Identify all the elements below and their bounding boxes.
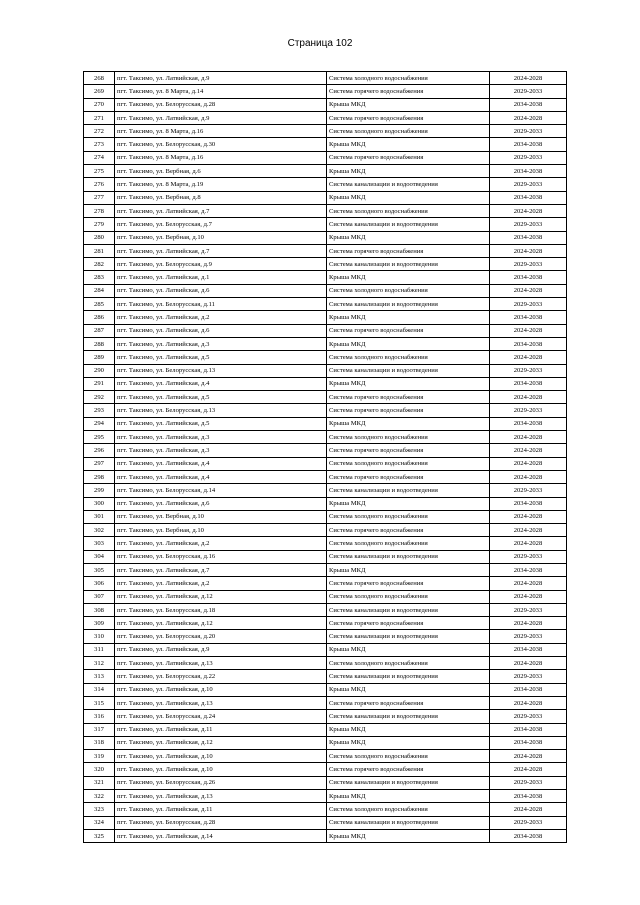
period-cell: 2024-2028 (490, 351, 567, 364)
system-cell: Система горячего водоснабжения (327, 151, 490, 164)
row-number-cell: 297 (84, 457, 115, 470)
system-cell: Крыша МКД (327, 790, 490, 803)
row-number-cell: 320 (84, 763, 115, 776)
address-cell: пгт. Таксимо, ул. Латвийская, д.2 (115, 311, 327, 324)
row-number-cell: 311 (84, 643, 115, 656)
system-cell: Система горячего водоснабжения (327, 763, 490, 776)
row-number-cell: 293 (84, 404, 115, 417)
table-row (84, 723, 567, 736)
system-cell: Крыша МКД (327, 563, 490, 576)
system-cell: Система горячего водоснабжения (327, 391, 490, 404)
row-number-cell: 306 (84, 577, 115, 590)
data-table (83, 71, 567, 843)
period-cell: 2024-2028 (490, 457, 567, 470)
address-cell: пгт. Таксимо, ул. Латвийская, д.13 (115, 696, 327, 709)
table-row (84, 577, 567, 590)
row-number-cell: 302 (84, 524, 115, 537)
period-cell: 2024-2028 (490, 444, 567, 457)
address-cell: пгт. Таксимо, ул. Латвийская, д.10 (115, 683, 327, 696)
system-cell: Крыша МКД (327, 723, 490, 736)
period-cell: 2024-2028 (490, 524, 567, 537)
address-cell: пгт. Таксимо, ул. Латвийская, д.9 (115, 643, 327, 656)
address-cell: пгт. Таксимо, ул. Латвийская, д.3 (115, 431, 327, 444)
table-row (84, 258, 567, 271)
system-cell: Крыша МКД (327, 683, 490, 696)
address-cell: пгт. Таксимо, ул. Латвийская, д.13 (115, 657, 327, 670)
row-number-cell: 298 (84, 470, 115, 483)
system-cell: Система холодного водоснабжения (327, 590, 490, 603)
address-cell: пгт. Таксимо, ул. Латвийская, д.11 (115, 723, 327, 736)
address-cell: пгт. Таксимо, ул. Латвийская, д.14 (115, 829, 327, 842)
table-row (84, 683, 567, 696)
address-cell: пгт. Таксимо, ул. Белорусская, д.13 (115, 364, 327, 377)
row-number-cell: 300 (84, 497, 115, 510)
row-number-cell: 283 (84, 271, 115, 284)
period-cell: 2029-2033 (490, 298, 567, 311)
table-row (84, 790, 567, 803)
system-cell: Система холодного водоснабжения (327, 125, 490, 138)
period-cell: 2029-2033 (490, 218, 567, 231)
table-row (84, 550, 567, 563)
table-row (84, 510, 567, 523)
row-number-cell: 314 (84, 683, 115, 696)
row-number-cell: 307 (84, 590, 115, 603)
row-number-cell: 276 (84, 178, 115, 191)
address-cell: пгт. Таксимо, ул. Латвийская, д.5 (115, 417, 327, 430)
table-row (84, 351, 567, 364)
system-cell: Система канализации и водоотведения (327, 630, 490, 643)
table-row (84, 763, 567, 776)
system-cell: Система канализации и водоотведения (327, 550, 490, 563)
table-row (84, 829, 567, 842)
row-number-cell: 274 (84, 151, 115, 164)
address-cell: пгт. Таксимо, ул. Латвийская, д.2 (115, 577, 327, 590)
row-number-cell: 291 (84, 377, 115, 390)
period-cell: 2024-2028 (490, 696, 567, 709)
table-row (84, 72, 567, 85)
address-cell: пгт. Таксимо, ул. 8 Марта, д.14 (115, 85, 327, 98)
row-number-cell: 284 (84, 284, 115, 297)
row-number-cell: 271 (84, 111, 115, 124)
period-cell: 2029-2033 (490, 151, 567, 164)
period-cell: 2034-2038 (490, 271, 567, 284)
period-cell: 2034-2038 (490, 165, 567, 178)
period-cell: 2029-2033 (490, 178, 567, 191)
system-cell: Система канализации и водоотведения (327, 364, 490, 377)
table-row (84, 85, 567, 98)
system-cell: Система холодного водоснабжения (327, 351, 490, 364)
period-cell: 2029-2033 (490, 670, 567, 683)
period-cell: 2024-2028 (490, 284, 567, 297)
row-number-cell: 299 (84, 484, 115, 497)
period-cell: 2024-2028 (490, 803, 567, 816)
table-body (84, 72, 567, 843)
table-row (84, 364, 567, 377)
row-number-cell: 305 (84, 563, 115, 576)
row-number-cell: 321 (84, 776, 115, 789)
period-cell: 2029-2033 (490, 776, 567, 789)
system-cell: Система канализации и водоотведения (327, 258, 490, 271)
period-cell: 2034-2038 (490, 563, 567, 576)
system-cell: Система канализации и водоотведения (327, 218, 490, 231)
period-cell: 2024-2028 (490, 657, 567, 670)
period-cell: 2034-2038 (490, 497, 567, 510)
table-row (84, 776, 567, 789)
period-cell: 2024-2028 (490, 537, 567, 550)
row-number-cell: 280 (84, 231, 115, 244)
table-row (84, 298, 567, 311)
period-cell: 2024-2028 (490, 72, 567, 85)
row-number-cell: 296 (84, 444, 115, 457)
address-cell: пгт. Таксимо, ул. Белорусская, д.28 (115, 98, 327, 111)
row-number-cell: 290 (84, 364, 115, 377)
table-row (84, 218, 567, 231)
address-cell: пгт. Таксимо, ул. Белорусская, д.11 (115, 298, 327, 311)
period-cell: 2029-2033 (490, 404, 567, 417)
system-cell: Система горячего водоснабжения (327, 617, 490, 630)
address-cell: пгт. Таксимо, ул. Белорусская, д.18 (115, 603, 327, 616)
system-cell: Система горячего водоснабжения (327, 444, 490, 457)
address-cell: пгт. Таксимо, ул. Латвийская, д.4 (115, 470, 327, 483)
address-cell: пгт. Таксимо, ул. Вербная, д.10 (115, 231, 327, 244)
system-cell: Крыша МКД (327, 736, 490, 749)
row-number-cell: 285 (84, 298, 115, 311)
row-number-cell: 281 (84, 244, 115, 257)
period-cell: 2024-2028 (490, 391, 567, 404)
system-cell: Крыша МКД (327, 377, 490, 390)
system-cell: Система канализации и водоотведения (327, 710, 490, 723)
system-cell: Система холодного водоснабжения (327, 284, 490, 297)
system-cell: Система холодного водоснабжения (327, 657, 490, 670)
table-row (84, 563, 567, 576)
system-cell: Система канализации и водоотведения (327, 484, 490, 497)
row-number-cell: 295 (84, 431, 115, 444)
address-cell: пгт. Таксимо, ул. Латвийская, д.4 (115, 377, 327, 390)
row-number-cell: 317 (84, 723, 115, 736)
system-cell: Система холодного водоснабжения (327, 510, 490, 523)
address-cell: пгт. Таксимо, ул. Белорусская, д.26 (115, 776, 327, 789)
period-cell: 2034-2038 (490, 191, 567, 204)
period-cell: 2034-2038 (490, 98, 567, 111)
address-cell: пгт. Таксимо, ул. Вербная, д.6 (115, 165, 327, 178)
table-row (84, 111, 567, 124)
system-cell: Система канализации и водоотведения (327, 816, 490, 829)
table-row (84, 537, 567, 550)
address-cell: пгт. Таксимо, ул. 8 Марта, д.16 (115, 125, 327, 138)
system-cell: Система горячего водоснабжения (327, 111, 490, 124)
period-cell: 2024-2028 (490, 577, 567, 590)
system-cell: Крыша МКД (327, 231, 490, 244)
address-cell: пгт. Таксимо, ул. 8 Марта, д.16 (115, 151, 327, 164)
table-row (84, 125, 567, 138)
system-cell: Крыша МКД (327, 271, 490, 284)
row-number-cell: 316 (84, 710, 115, 723)
address-cell: пгт. Таксимо, ул. Латвийская, д.7 (115, 244, 327, 257)
row-number-cell: 288 (84, 337, 115, 350)
table-row (84, 311, 567, 324)
table-row (84, 457, 567, 470)
period-cell: 2024-2028 (490, 763, 567, 776)
period-cell: 2029-2033 (490, 364, 567, 377)
table-row (84, 470, 567, 483)
address-cell: пгт. Таксимо, ул. Латвийская, д.10 (115, 763, 327, 776)
table-row (84, 816, 567, 829)
period-cell: 2029-2033 (490, 484, 567, 497)
row-number-cell: 323 (84, 803, 115, 816)
table-row (84, 431, 567, 444)
table-row (84, 750, 567, 763)
row-number-cell: 292 (84, 391, 115, 404)
system-cell: Крыша МКД (327, 98, 490, 111)
row-number-cell: 279 (84, 218, 115, 231)
row-number-cell: 277 (84, 191, 115, 204)
system-cell: Система холодного водоснабжения (327, 750, 490, 763)
row-number-cell: 275 (84, 165, 115, 178)
row-number-cell: 270 (84, 98, 115, 111)
row-number-cell: 269 (84, 85, 115, 98)
address-cell: пгт. Таксимо, ул. Латвийская, д.7 (115, 563, 327, 576)
row-number-cell: 322 (84, 790, 115, 803)
system-cell: Крыша МКД (327, 337, 490, 350)
row-number-cell: 272 (84, 125, 115, 138)
period-cell: 2029-2033 (490, 125, 567, 138)
system-cell: Крыша МКД (327, 643, 490, 656)
system-cell: Система горячего водоснабжения (327, 324, 490, 337)
table-row (84, 803, 567, 816)
period-cell: 2034-2038 (490, 736, 567, 749)
table-row (84, 98, 567, 111)
system-cell: Система канализации и водоотведения (327, 776, 490, 789)
period-cell: 2034-2038 (490, 643, 567, 656)
system-cell: Система горячего водоснабжения (327, 524, 490, 537)
table-row (84, 603, 567, 616)
address-cell: пгт. Таксимо, ул. Белорусская, д.14 (115, 484, 327, 497)
period-cell: 2029-2033 (490, 816, 567, 829)
system-cell: Система канализации и водоотведения (327, 603, 490, 616)
address-cell: пгт. Таксимо, ул. Белорусская, д.16 (115, 550, 327, 563)
system-cell: Крыша МКД (327, 165, 490, 178)
row-number-cell: 324 (84, 816, 115, 829)
address-cell: пгт. Таксимо, ул. Латвийская, д.12 (115, 736, 327, 749)
address-cell: пгт. Таксимо, ул. Латвийская, д.6 (115, 324, 327, 337)
table-row (84, 165, 567, 178)
row-number-cell: 308 (84, 603, 115, 616)
system-cell: Система горячего водоснабжения (327, 404, 490, 417)
period-cell: 2029-2033 (490, 630, 567, 643)
table-row (84, 191, 567, 204)
row-number-cell: 310 (84, 630, 115, 643)
address-cell: пгт. Таксимо, ул. Вербная, д.10 (115, 524, 327, 537)
period-cell: 2034-2038 (490, 683, 567, 696)
row-number-cell: 304 (84, 550, 115, 563)
row-number-cell: 289 (84, 351, 115, 364)
table-row (84, 444, 567, 457)
period-cell: 2024-2028 (490, 510, 567, 523)
address-cell: пгт. Таксимо, ул. Латвийская, д.3 (115, 444, 327, 457)
table-row (84, 630, 567, 643)
address-cell: пгт. Таксимо, ул. Латвийская, д.11 (115, 803, 327, 816)
address-cell: пгт. Таксимо, ул. Латвийская, д.5 (115, 351, 327, 364)
row-number-cell: 309 (84, 617, 115, 630)
row-number-cell: 319 (84, 750, 115, 763)
system-cell: Система горячего водоснабжения (327, 85, 490, 98)
table-row (84, 736, 567, 749)
address-cell: пгт. Таксимо, ул. Белорусская, д.30 (115, 138, 327, 151)
period-cell: 2034-2038 (490, 311, 567, 324)
row-number-cell: 312 (84, 657, 115, 670)
address-cell: пгт. Таксимо, ул. Белорусская, д.24 (115, 710, 327, 723)
system-cell: Система холодного водоснабжения (327, 204, 490, 217)
system-cell: Крыша МКД (327, 417, 490, 430)
address-cell: пгт. Таксимо, ул. Белорусская, д.9 (115, 258, 327, 271)
period-cell: 2029-2033 (490, 85, 567, 98)
system-cell: Система горячего водоснабжения (327, 470, 490, 483)
table-row (84, 524, 567, 537)
period-cell: 2034-2038 (490, 417, 567, 430)
address-cell: пгт. Таксимо, ул. Латвийская, д.7 (115, 204, 327, 217)
table-row (84, 617, 567, 630)
table-row (84, 271, 567, 284)
period-cell: 2029-2033 (490, 258, 567, 271)
address-cell: пгт. Таксимо, ул. Белорусская, д.22 (115, 670, 327, 683)
address-cell: пгт. Таксимо, ул. Латвийская, д.9 (115, 72, 327, 85)
period-cell: 2034-2038 (490, 138, 567, 151)
table-row (84, 657, 567, 670)
address-cell: пгт. Таксимо, ул. Белорусская, д.20 (115, 630, 327, 643)
table-row (84, 710, 567, 723)
address-cell: пгт. Таксимо, ул. Белорусская, д.7 (115, 218, 327, 231)
table-row (84, 404, 567, 417)
row-number-cell: 325 (84, 829, 115, 842)
table-row (84, 417, 567, 430)
address-cell: пгт. Таксимо, ул. Белорусская, д.28 (115, 816, 327, 829)
row-number-cell: 315 (84, 696, 115, 709)
address-cell: пгт. Таксимо, ул. Латвийская, д.13 (115, 790, 327, 803)
table-row (84, 204, 567, 217)
period-cell: 2024-2028 (490, 470, 567, 483)
period-cell: 2024-2028 (490, 324, 567, 337)
period-cell: 2034-2038 (490, 231, 567, 244)
system-cell: Крыша МКД (327, 191, 490, 204)
row-number-cell: 318 (84, 736, 115, 749)
system-cell: Система холодного водоснабжения (327, 457, 490, 470)
system-cell: Система холодного водоснабжения (327, 431, 490, 444)
table-row (84, 643, 567, 656)
period-cell: 2024-2028 (490, 431, 567, 444)
system-cell: Крыша МКД (327, 829, 490, 842)
address-cell: пгт. Таксимо, ул. 8 Марта, д.19 (115, 178, 327, 191)
address-cell: пгт. Таксимо, ул. Вербная, д.8 (115, 191, 327, 204)
table-row (84, 497, 567, 510)
system-cell: Система горячего водоснабжения (327, 577, 490, 590)
system-cell: Система холодного водоснабжения (327, 803, 490, 816)
row-number-cell: 294 (84, 417, 115, 430)
address-cell: пгт. Таксимо, ул. Латвийская, д.12 (115, 617, 327, 630)
system-cell: Крыша МКД (327, 138, 490, 151)
address-cell: пгт. Таксимо, ул. Латвийская, д.6 (115, 284, 327, 297)
system-cell: Система канализации и водоотведения (327, 670, 490, 683)
row-number-cell: 286 (84, 311, 115, 324)
period-cell: 2034-2038 (490, 829, 567, 842)
period-cell: 2029-2033 (490, 550, 567, 563)
period-cell: 2024-2028 (490, 244, 567, 257)
table-row (84, 138, 567, 151)
table-row (84, 244, 567, 257)
period-cell: 2034-2038 (490, 790, 567, 803)
table-row (84, 178, 567, 191)
address-cell: пгт. Таксимо, ул. Латвийская, д.5 (115, 391, 327, 404)
period-cell: 2034-2038 (490, 723, 567, 736)
system-cell: Крыша МКД (327, 497, 490, 510)
period-cell: 2029-2033 (490, 710, 567, 723)
period-cell: 2024-2028 (490, 204, 567, 217)
system-cell: Система холодного водоснабжения (327, 72, 490, 85)
table-row (84, 670, 567, 683)
address-cell: пгт. Таксимо, ул. Латвийская, д.2 (115, 537, 327, 550)
row-number-cell: 268 (84, 72, 115, 85)
table-row (84, 151, 567, 164)
table-row (84, 696, 567, 709)
table-row (84, 377, 567, 390)
period-cell: 2024-2028 (490, 750, 567, 763)
system-cell: Система канализации и водоотведения (327, 298, 490, 311)
period-cell: 2024-2028 (490, 617, 567, 630)
address-cell: пгт. Таксимо, ул. Латвийская, д.12 (115, 590, 327, 603)
table-row (84, 337, 567, 350)
table-row (84, 391, 567, 404)
row-number-cell: 273 (84, 138, 115, 151)
table-row (84, 284, 567, 297)
row-number-cell: 301 (84, 510, 115, 523)
table-row (84, 590, 567, 603)
system-cell: Система горячего водоснабжения (327, 696, 490, 709)
period-cell: 2024-2028 (490, 111, 567, 124)
address-cell: пгт. Таксимо, ул. Латвийская, д.9 (115, 111, 327, 124)
system-cell: Крыша МКД (327, 311, 490, 324)
table-row (84, 231, 567, 244)
row-number-cell: 278 (84, 204, 115, 217)
address-cell: пгт. Таксимо, ул. Латвийская, д.4 (115, 457, 327, 470)
address-cell: пгт. Таксимо, ул. Вербная, д.10 (115, 510, 327, 523)
system-cell: Система холодного водоснабжения (327, 537, 490, 550)
table-row (84, 324, 567, 337)
address-cell: пгт. Таксимо, ул. Латвийская, д.10 (115, 750, 327, 763)
row-number-cell: 303 (84, 537, 115, 550)
row-number-cell: 313 (84, 670, 115, 683)
period-cell: 2029-2033 (490, 603, 567, 616)
system-cell: Система канализации и водоотведения (327, 178, 490, 191)
table-row (84, 484, 567, 497)
period-cell: 2034-2038 (490, 377, 567, 390)
address-cell: пгт. Таксимо, ул. Латвийская, д.6 (115, 497, 327, 510)
page-header: Страница 102 (287, 38, 353, 49)
address-cell: пгт. Таксимо, ул. Белорусская, д.13 (115, 404, 327, 417)
row-number-cell: 287 (84, 324, 115, 337)
period-cell: 2024-2028 (490, 590, 567, 603)
system-cell: Система горячего водоснабжения (327, 244, 490, 257)
row-number-cell: 282 (84, 258, 115, 271)
address-cell: пгт. Таксимо, ул. Латвийская, д.3 (115, 337, 327, 350)
address-cell: пгт. Таксимо, ул. Латвийская, д.1 (115, 271, 327, 284)
period-cell: 2034-2038 (490, 337, 567, 350)
